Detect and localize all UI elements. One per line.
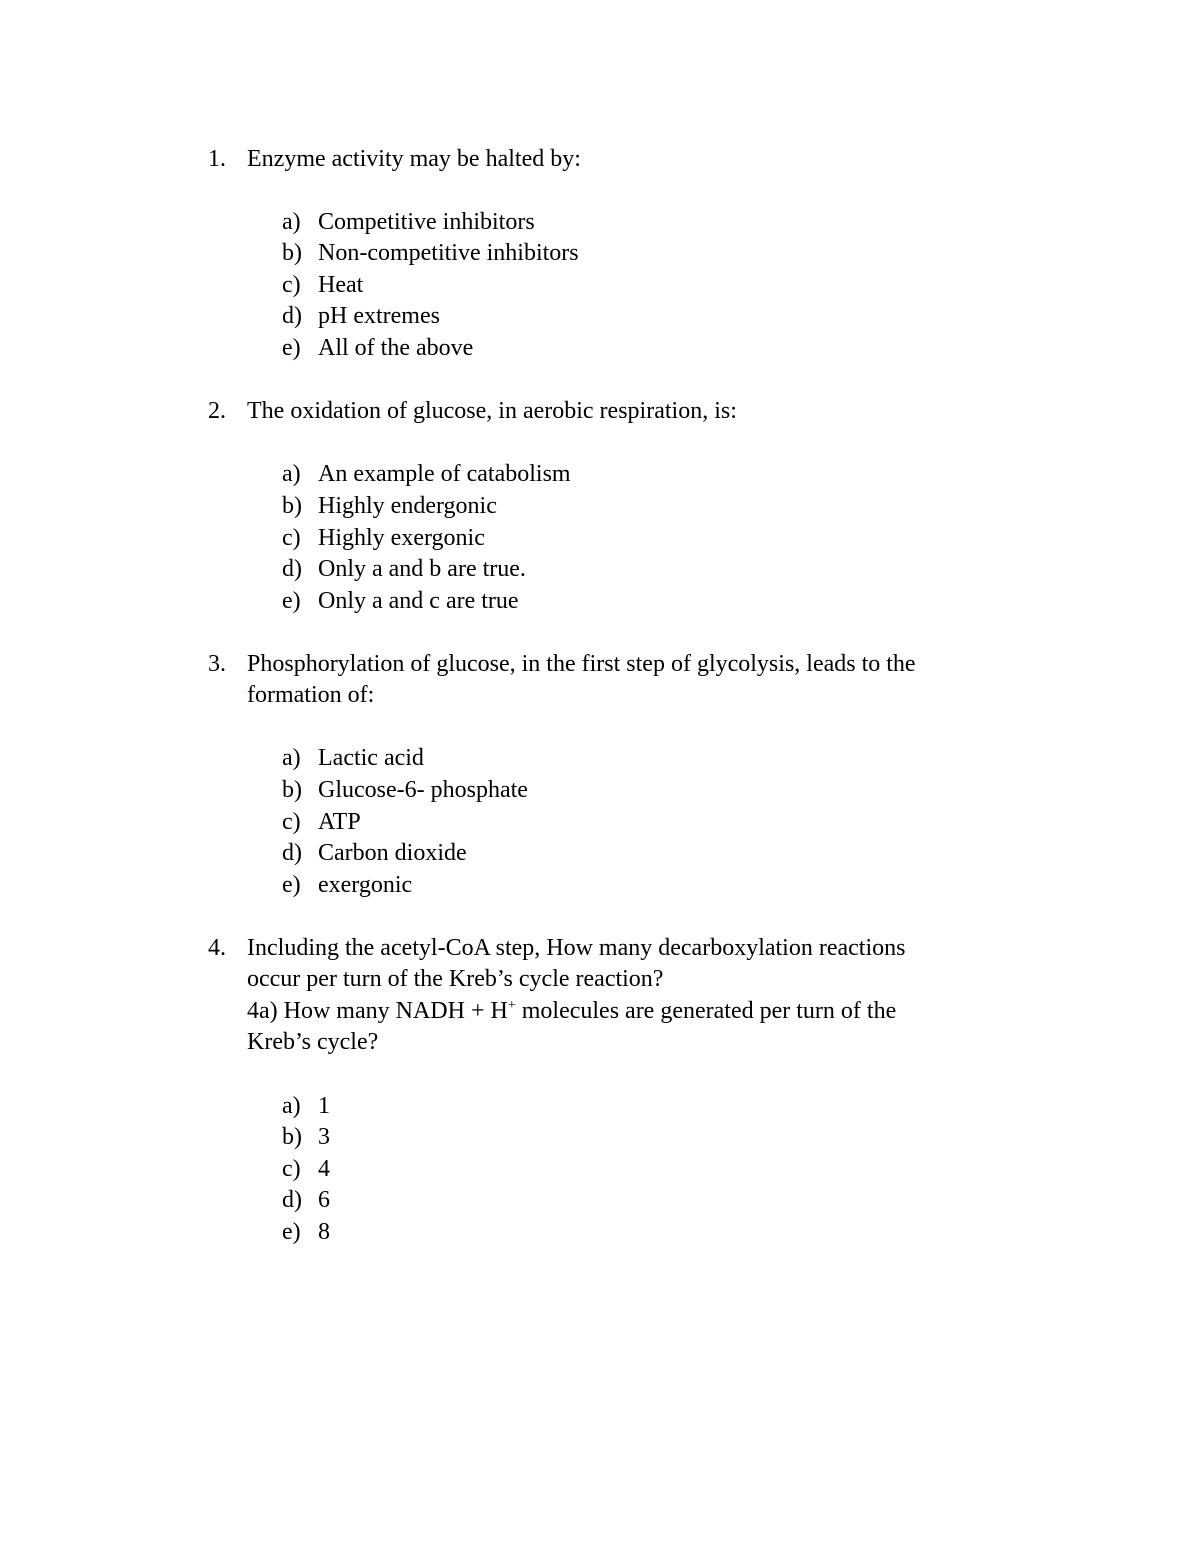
option-label: d) bbox=[282, 303, 302, 329]
option-label: b) bbox=[282, 493, 302, 519]
option-text: exergonic bbox=[318, 872, 413, 898]
option-text: Only a and c are true bbox=[318, 588, 519, 614]
question-number: 3. bbox=[208, 651, 226, 677]
option-text: Non-competitive inhibitors bbox=[318, 240, 579, 266]
option-label: e) bbox=[282, 872, 301, 898]
sub-question-text-end: molecules are generated per turn of the bbox=[515, 998, 897, 1024]
option-label: d) bbox=[282, 840, 302, 866]
option-text: 3 bbox=[318, 1124, 330, 1150]
option-label: e) bbox=[282, 1219, 301, 1245]
option-label: e) bbox=[282, 335, 301, 361]
option-text: Lactic acid bbox=[318, 745, 424, 771]
option-text: pH extremes bbox=[318, 303, 440, 329]
question-number: 2. bbox=[208, 398, 226, 424]
option-text: ATP bbox=[318, 809, 361, 835]
option-label: c) bbox=[282, 1156, 301, 1182]
question-number: 1. bbox=[208, 146, 226, 172]
sub-question-text: Kreb’s cycle? bbox=[247, 1029, 379, 1055]
option-text: Carbon dioxide bbox=[318, 840, 467, 866]
question-text: occur per turn of the Kreb’s cycle reaction? bbox=[247, 966, 664, 992]
option-label: b) bbox=[282, 1124, 302, 1150]
option-text: 4 bbox=[318, 1156, 330, 1182]
option-label: a) bbox=[282, 209, 301, 235]
option-text: Highly exergonic bbox=[318, 525, 485, 551]
question-text: Phosphorylation of glucose, in the first step of glycolysis, leads to the bbox=[247, 651, 916, 677]
option-text: 1 bbox=[318, 1093, 330, 1119]
option-text: Glucose-6- phosphate bbox=[318, 777, 528, 803]
question-text: The oxidation of glucose, in aerobic respiration, is: bbox=[247, 398, 737, 424]
option-text: Highly endergonic bbox=[318, 493, 497, 519]
option-text: Heat bbox=[318, 272, 364, 298]
superscript-plus: + bbox=[507, 998, 516, 1013]
question-text: Including the acetyl-CoA step, How many decarboxylation reactions bbox=[247, 935, 906, 961]
option-text: All of the above bbox=[318, 335, 474, 361]
option-label: a) bbox=[282, 745, 301, 771]
option-label: c) bbox=[282, 525, 301, 551]
option-text: Only a and b are true. bbox=[318, 556, 526, 582]
sub-question-text-start: 4a) How many NADH + H bbox=[247, 998, 508, 1024]
question-text: formation of: bbox=[247, 682, 375, 708]
question-text: Enzyme activity may be halted by: bbox=[247, 146, 581, 172]
option-label: c) bbox=[282, 809, 301, 835]
option-text: 6 bbox=[318, 1187, 330, 1213]
option-label: b) bbox=[282, 240, 302, 266]
option-label: c) bbox=[282, 272, 301, 298]
option-text: 8 bbox=[318, 1219, 330, 1245]
option-label: a) bbox=[282, 1093, 301, 1119]
option-label: b) bbox=[282, 777, 302, 803]
sub-question-text bbox=[247, 995, 896, 1027]
option-text: Competitive inhibitors bbox=[318, 209, 535, 235]
option-label: e) bbox=[282, 588, 301, 614]
option-label: d) bbox=[282, 556, 302, 582]
option-label: d) bbox=[282, 1187, 302, 1213]
option-label: a) bbox=[282, 461, 301, 487]
option-text: An example of catabolism bbox=[318, 461, 571, 487]
question-number: 4. bbox=[208, 935, 226, 961]
